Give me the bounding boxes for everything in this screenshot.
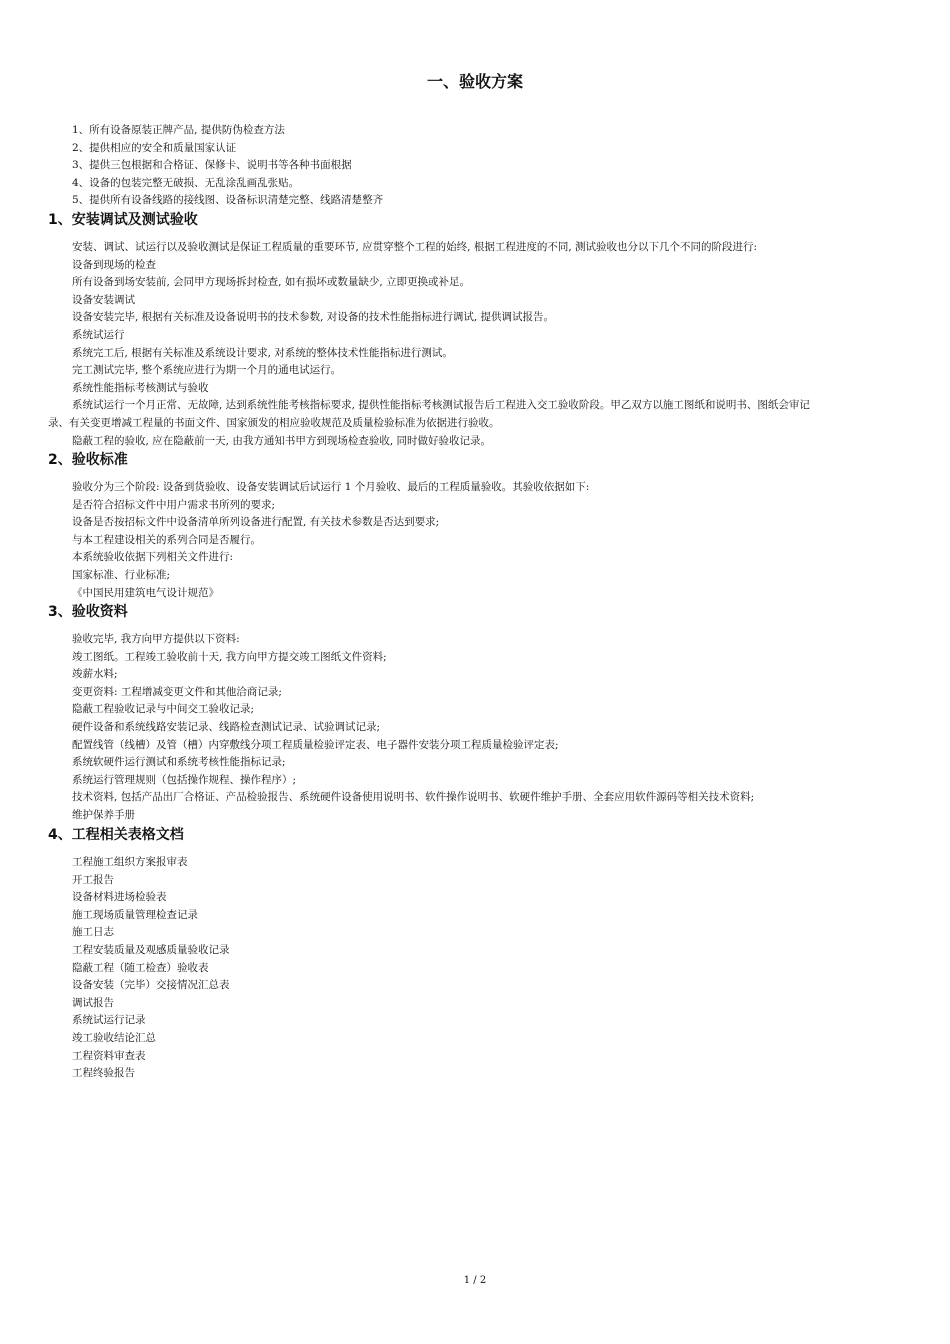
section-heading: 4、工程相关表格文档 [48,827,184,843]
body-line: 变更资料: 工程增减变更文件和其他洽商记录; [72,685,282,698]
body-line: 系统试运行一个月正常、无故障, 达到系统性能考核指标要求, 提供性能指标考核测试报告后工程进入交工验收阶段。甲乙双方以施工图纸和说明书、图纸会审记 [72,399,810,412]
list-item: 开工报告 [72,873,114,886]
document-title: 一、验收方案 [426,72,523,91]
body-line: 维护保养手册 [72,808,135,821]
list-item: 调试报告 [72,996,114,1009]
body-line: 设备安装调试 [72,293,135,306]
body-line: 所有设备到场安装前, 会同甲方现场拆封检查, 如有损坏或数量缺少, 立即更换或补足。 [72,276,471,289]
page-number: 1 / 2 [463,1275,487,1286]
body-line: 配置线管（线槽）及管（槽）内穿敷线分项工程质量检验评定表、电子器件安装分项工程质量检验评定表; [72,738,559,751]
body-line: 本系统验收依据下列相关文件进行: [72,551,234,564]
list-item: 工程终验报告 [72,1067,135,1080]
list-item: 竣工验收结论汇总 [72,1031,156,1044]
body-line: 系统软硬件运行测试和系统考核性能指标记录; [72,756,286,769]
section-heading: 2、验收标准 [48,452,128,468]
body-line: 验收分为三个阶段: 设备到货验收、设备安装调试后试运行 1 个月验收、最后的工程质量验收。其验收依据如下: [72,481,590,493]
list-item: 工程资料审查表 [72,1049,146,1062]
list-item: 隐蔽工程（随工检查）验收表 [72,961,209,974]
body-line: 设备是否按招标文件中设备清单所列设备进行配置, 有关技术参数是否达到要求; [72,516,440,529]
body-line: 系统试运行 [72,328,125,341]
section-heading: 3、验收资料 [48,604,128,620]
body-line: 竣薪水料; [72,668,118,681]
body-line: 隐蔽工程的验收, 应在隐蔽前一天, 由我方通知书甲方到现场检查验收, 同时做好验收记录。 [72,434,492,447]
body-line: 安装、调试、试运行以及验收测试是保证工程质量的重要环节, 应贯穿整个工程的始终, 根据工程进度的不同, 测试验收也分以下几个不同的阶段进行: [72,241,758,253]
body-line: 技术资料, 包括产品出厂合格证、产品检验报告、系统硬件设备使用说明书、软件操作说明书、软硬件维护手册、全套应用软件源码等相关技术资料; [72,791,755,804]
body-line: 系统性能指标考核测试与验收 [72,381,209,394]
body-line: 硬件设备和系统线路安装记录、线路检查测试记录、试验调试记录; [72,720,381,733]
body-line: 系统完工后, 根据有关标准及系统设计要求, 对系统的整体技术性能指标进行测试。 [72,346,453,359]
list-item: 设备安装（完毕）交接情况汇总表 [72,979,230,992]
body-line: 国家标准、行业标准; [72,568,171,581]
list-item: 工程安装质量及观感质量验收记录 [72,943,230,956]
body-line: 系统运行管理规则（包括操作规程、操作程序）; [72,773,297,786]
body-line: 验收完毕, 我方向甲方提供以下资料: [72,633,240,645]
section-heading: 1、安装调试及测试验收 [48,212,198,228]
intro-item: 1、所有设备原装正牌产品, 提供防伪检查方法 [72,124,285,136]
section-body [72,854,912,1083]
section-body [72,631,912,825]
body-line: 设备到现场的检查 [72,258,156,271]
body-line: 竣工图纸。工程竣工验收前十天, 我方向甲方提交竣工图纸文件资料; [72,650,387,663]
body-line: 设备安装完毕, 根据有关标准及设备说明书的技术参数, 对设备的技术性能指标进行调试, 提供调试报告。 [72,311,555,324]
intro-item: 4、设备的包装完整无破损、无乱涂乱画乱张贴。 [72,176,300,189]
intro-item: 5、提供所有设备线路的接线图、设备标识清楚完整、线路清楚整齐 [72,194,384,207]
section-body [48,239,912,450]
body-line: 是否符合招标文件中用户需求书所列的要求; [72,498,276,511]
body-line-continuation: 录、有关变更增减工程量的书面文件、国家颁发的相应验收规范及质量检验标准为依据进行验收。 [48,416,500,429]
intro-list [72,122,912,210]
body-line: 完工测试完毕, 整个系统应进行为期一个月的通电试运行。 [72,364,342,377]
list-item: 系统试运行记录 [72,1014,146,1027]
list-item: 施工现场质量管理检查记录 [72,908,198,921]
body-line: 与本工程建设相关的系列合同是否履行。 [72,533,261,546]
intro-item: 2、提供相应的安全和质量国家认证 [72,141,237,154]
list-item: 设备材料进场检验表 [72,891,167,904]
list-item: 施工日志 [72,926,114,939]
body-line: 《中国民用建筑电气设计规范》 [72,586,219,599]
list-item: 工程施工组织方案报审表 [72,856,188,868]
intro-item: 3、提供三包根据和合格证、保修卡、说明书等各种书面根据 [72,159,352,172]
section-body [72,479,912,602]
body-line: 隐蔽工程验收记录与中间交工验收记录; [72,703,255,716]
